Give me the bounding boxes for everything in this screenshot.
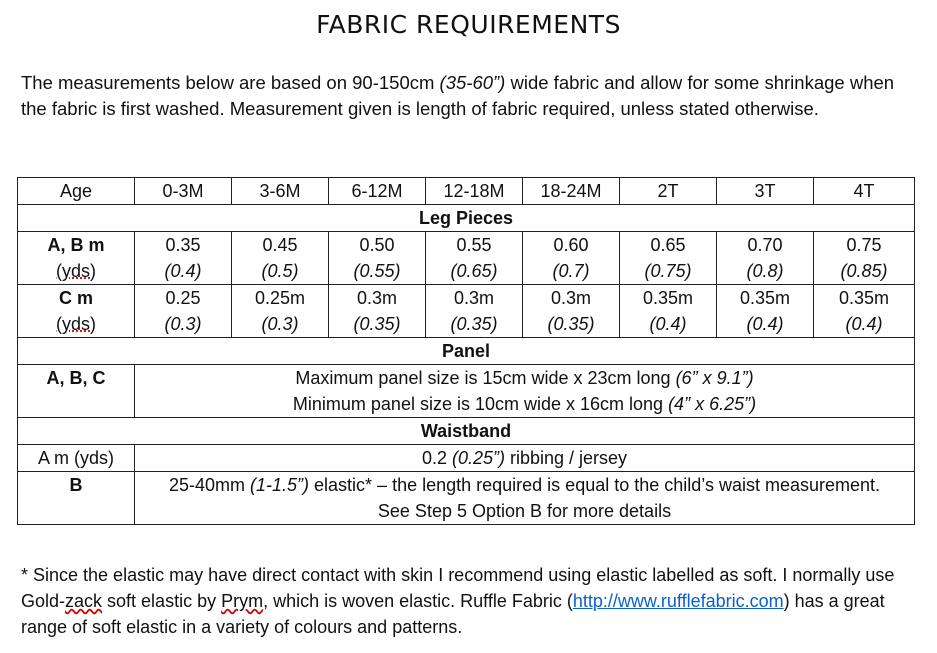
row-label: A, B, C <box>18 365 135 418</box>
table-cell: 0.25 (0.3) <box>135 285 232 338</box>
header-row <box>18 178 915 205</box>
table-cell: 0.45 (0.5) <box>232 232 329 285</box>
table-cell: 0.55 (0.65) <box>426 232 523 285</box>
header-cell: 3-6M <box>232 178 329 205</box>
page-title: FABRIC REQUIREMENTS <box>316 10 621 39</box>
table-cell: 0.35 (0.4) <box>135 232 232 285</box>
table-cell: 0.35m (0.4) <box>814 285 915 338</box>
waistband-b-cell: 25-40mm (1-1.5”) elastic* – the length required is equal to the child’s waist measurement. See Step 5 Option B for more details <box>135 472 915 525</box>
header-cell: 2T <box>620 178 717 205</box>
table-cell: 0.75 (0.85) <box>814 232 915 285</box>
table-row <box>18 472 915 525</box>
header-cell: 0-3M <box>135 178 232 205</box>
row-label: B <box>18 472 135 525</box>
table-cell: 0.3m (0.35) <box>329 285 426 338</box>
table-row <box>18 445 915 472</box>
table-cell: 0.35m (0.4) <box>717 285 814 338</box>
rufflefabric-link[interactable]: http://www.rufflefabric.com <box>572 591 784 611</box>
header-cell: 3T <box>717 178 814 205</box>
table-cell: 0.50 (0.55) <box>329 232 426 285</box>
table-cell: 0.35m (0.4) <box>620 285 717 338</box>
table-cell: 0.3m (0.35) <box>426 285 523 338</box>
row-label: C m (yds) <box>18 285 135 338</box>
table-row <box>18 232 915 285</box>
table-row <box>18 285 915 338</box>
header-cell: Age <box>18 178 135 205</box>
section-title-leg-pieces: Leg Pieces <box>18 205 915 232</box>
row-label: A m (yds) <box>18 445 135 472</box>
table-cell: 0.60 (0.7) <box>523 232 620 285</box>
fabric-requirements-table <box>17 177 915 525</box>
header-cell: 4T <box>814 178 915 205</box>
panel-cell: Maximum panel size is 15cm wide x 23cm long (6” x 9.1”) Minimum panel size is 10cm wide x 16cm long (4” x 6.25”) <box>135 365 915 418</box>
row-label: A, B m (yds) <box>18 232 135 285</box>
table-row <box>18 365 915 418</box>
intro-paragraph: The measurements below are based on 90-150cm (35-60”) wide fabric and allow for some shrinkage when the fabric is first washed. Measurement given is length of fabric required, unless stated otherwise. <box>21 72 895 119</box>
header-cell: 12-18M <box>426 178 523 205</box>
waistband-a-cell: 0.2 (0.25”) ribbing / jersey <box>135 445 915 472</box>
footnote: * Since the elastic may have direct contact with skin I recommend using elastic labelled as soft. I normally use Gold-zack soft elastic by Prym, which is woven elastic. Ruffle Fabric (http://www.rufflefabric.com) has a great range of soft elastic in a variety of colours and patterns. <box>21 565 895 637</box>
table-cell: 0.3m (0.35) <box>523 285 620 338</box>
table-cell: 0.70 (0.8) <box>717 232 814 285</box>
section-title-waistband: Waistband <box>18 418 915 445</box>
section-title-panel: Panel <box>18 338 915 365</box>
table-cell: 0.25m (0.3) <box>232 285 329 338</box>
header-cell: 6-12M <box>329 178 426 205</box>
header-cell: 18-24M <box>523 178 620 205</box>
table-cell: 0.65 (0.75) <box>620 232 717 285</box>
